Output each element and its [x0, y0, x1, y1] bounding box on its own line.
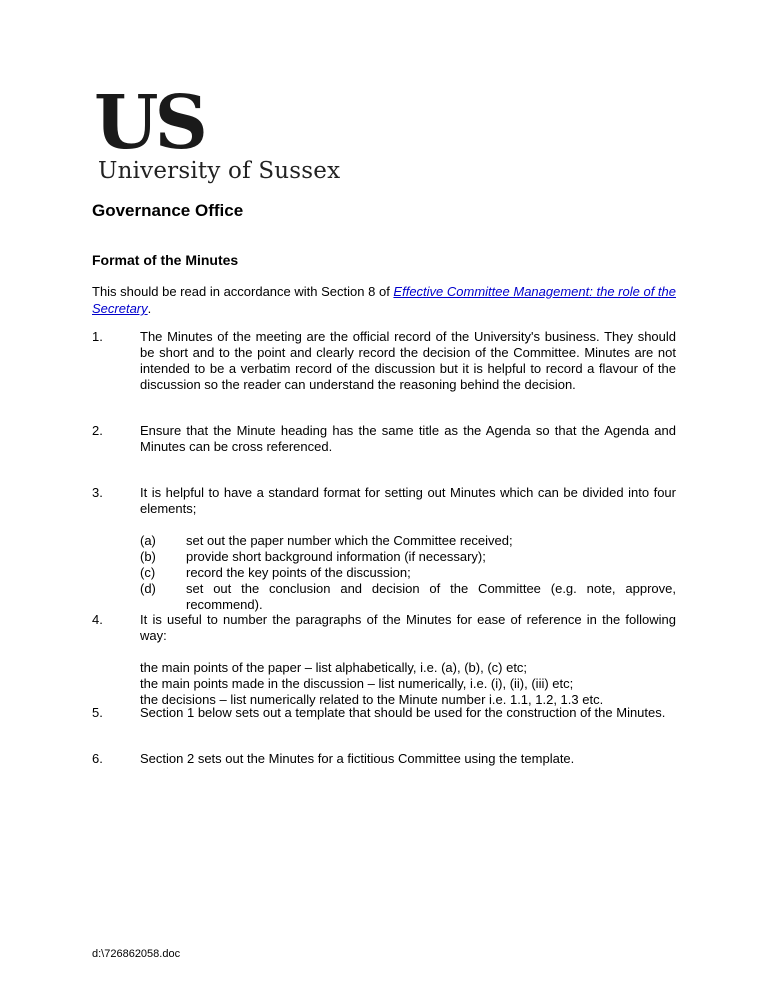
sub-item-label: (c)	[140, 565, 156, 580]
item-text: Ensure that the Minute heading has the same title as the Agenda so that the Agenda and Minutes can be cross referenced.	[140, 423, 676, 454]
item-number: 3.	[92, 485, 103, 500]
item-number: 6.	[92, 751, 103, 766]
item-number: 4.	[92, 612, 103, 627]
numbering-line: the main points of the paper – list alphabetically, i.e. (a), (b), (c) etc;	[140, 660, 528, 675]
sub-item-label: (b)	[140, 549, 156, 564]
list-item-4	[92, 612, 676, 708]
office-heading: Governance Office	[92, 201, 244, 220]
item-body	[140, 485, 676, 613]
sub-item-label: (a)	[140, 533, 156, 548]
intro-paragraph	[92, 283, 676, 317]
sub-item-b	[140, 549, 676, 565]
sub-item-a	[140, 533, 676, 549]
sub-item-text: provide short background information (if necessary);	[186, 549, 486, 564]
list-item-2	[92, 423, 676, 455]
university-logo	[94, 80, 356, 186]
item-number: 1.	[92, 329, 103, 344]
item-text: Section 2 sets out the Minutes for a fictitious Committee using the template.	[140, 751, 575, 766]
intro-text-after: .	[147, 301, 152, 316]
list-item-3	[92, 485, 676, 613]
item-text: The Minutes of the meeting are the official record of the University's business. They should be short and to the point and clearly record the decision of the Committee. Minutes are not intended to be a verbatim record of the discussion but it is helpful to record a flavour of the discussion so the reader can understand the reasoning behind the decision.	[140, 329, 676, 392]
secretary-guide-link[interactable]: Effective Committee Management: the role of the Secretary	[92, 284, 676, 316]
item-number: 2.	[92, 423, 103, 438]
list-item-6	[92, 751, 676, 767]
section-heading: Format of the Minutes	[92, 252, 239, 268]
numbering-line: the decisions – list numerically related to the Minute number i.e. 1.1, 1.2, 1.3 etc.	[140, 692, 604, 707]
item-text: It is helpful to have a standard format for setting out Minutes which can be divided into four elements;	[140, 485, 676, 516]
item-body	[140, 612, 676, 708]
item-number: 5.	[92, 705, 103, 720]
footer-filename: d:\726862058.doc	[92, 948, 181, 960]
logo-mark: US	[94, 80, 204, 166]
list-item-1	[92, 329, 676, 393]
sub-item-d	[140, 581, 676, 613]
numbering-line: the main points made in the discussion – list numerically, i.e. (i), (ii), (iii) etc;	[140, 676, 574, 691]
list-item-5	[92, 705, 676, 721]
item-text: It is useful to number the paragraphs of the Minutes for ease of reference in the following way:	[140, 612, 676, 643]
item-text: Section 1 below sets out a template that should be used for the construction of the Minutes.	[140, 705, 666, 720]
sub-item-c	[140, 565, 676, 581]
sub-item-label: (d)	[140, 581, 156, 596]
sub-item-text: record the key points of the discussion;	[186, 565, 411, 580]
sub-item-text: set out the paper number which the Committee received;	[186, 533, 513, 548]
logo-wordmark: University of Sussex	[98, 158, 341, 184]
sub-item-text: set out the conclusion and decision of the Committee (e.g. note, approve, recommend).	[186, 581, 676, 612]
numbering-ways	[140, 660, 676, 708]
intro-text-before: This should be read in accordance with Section 8 of	[92, 284, 394, 299]
elements-list	[140, 533, 676, 613]
